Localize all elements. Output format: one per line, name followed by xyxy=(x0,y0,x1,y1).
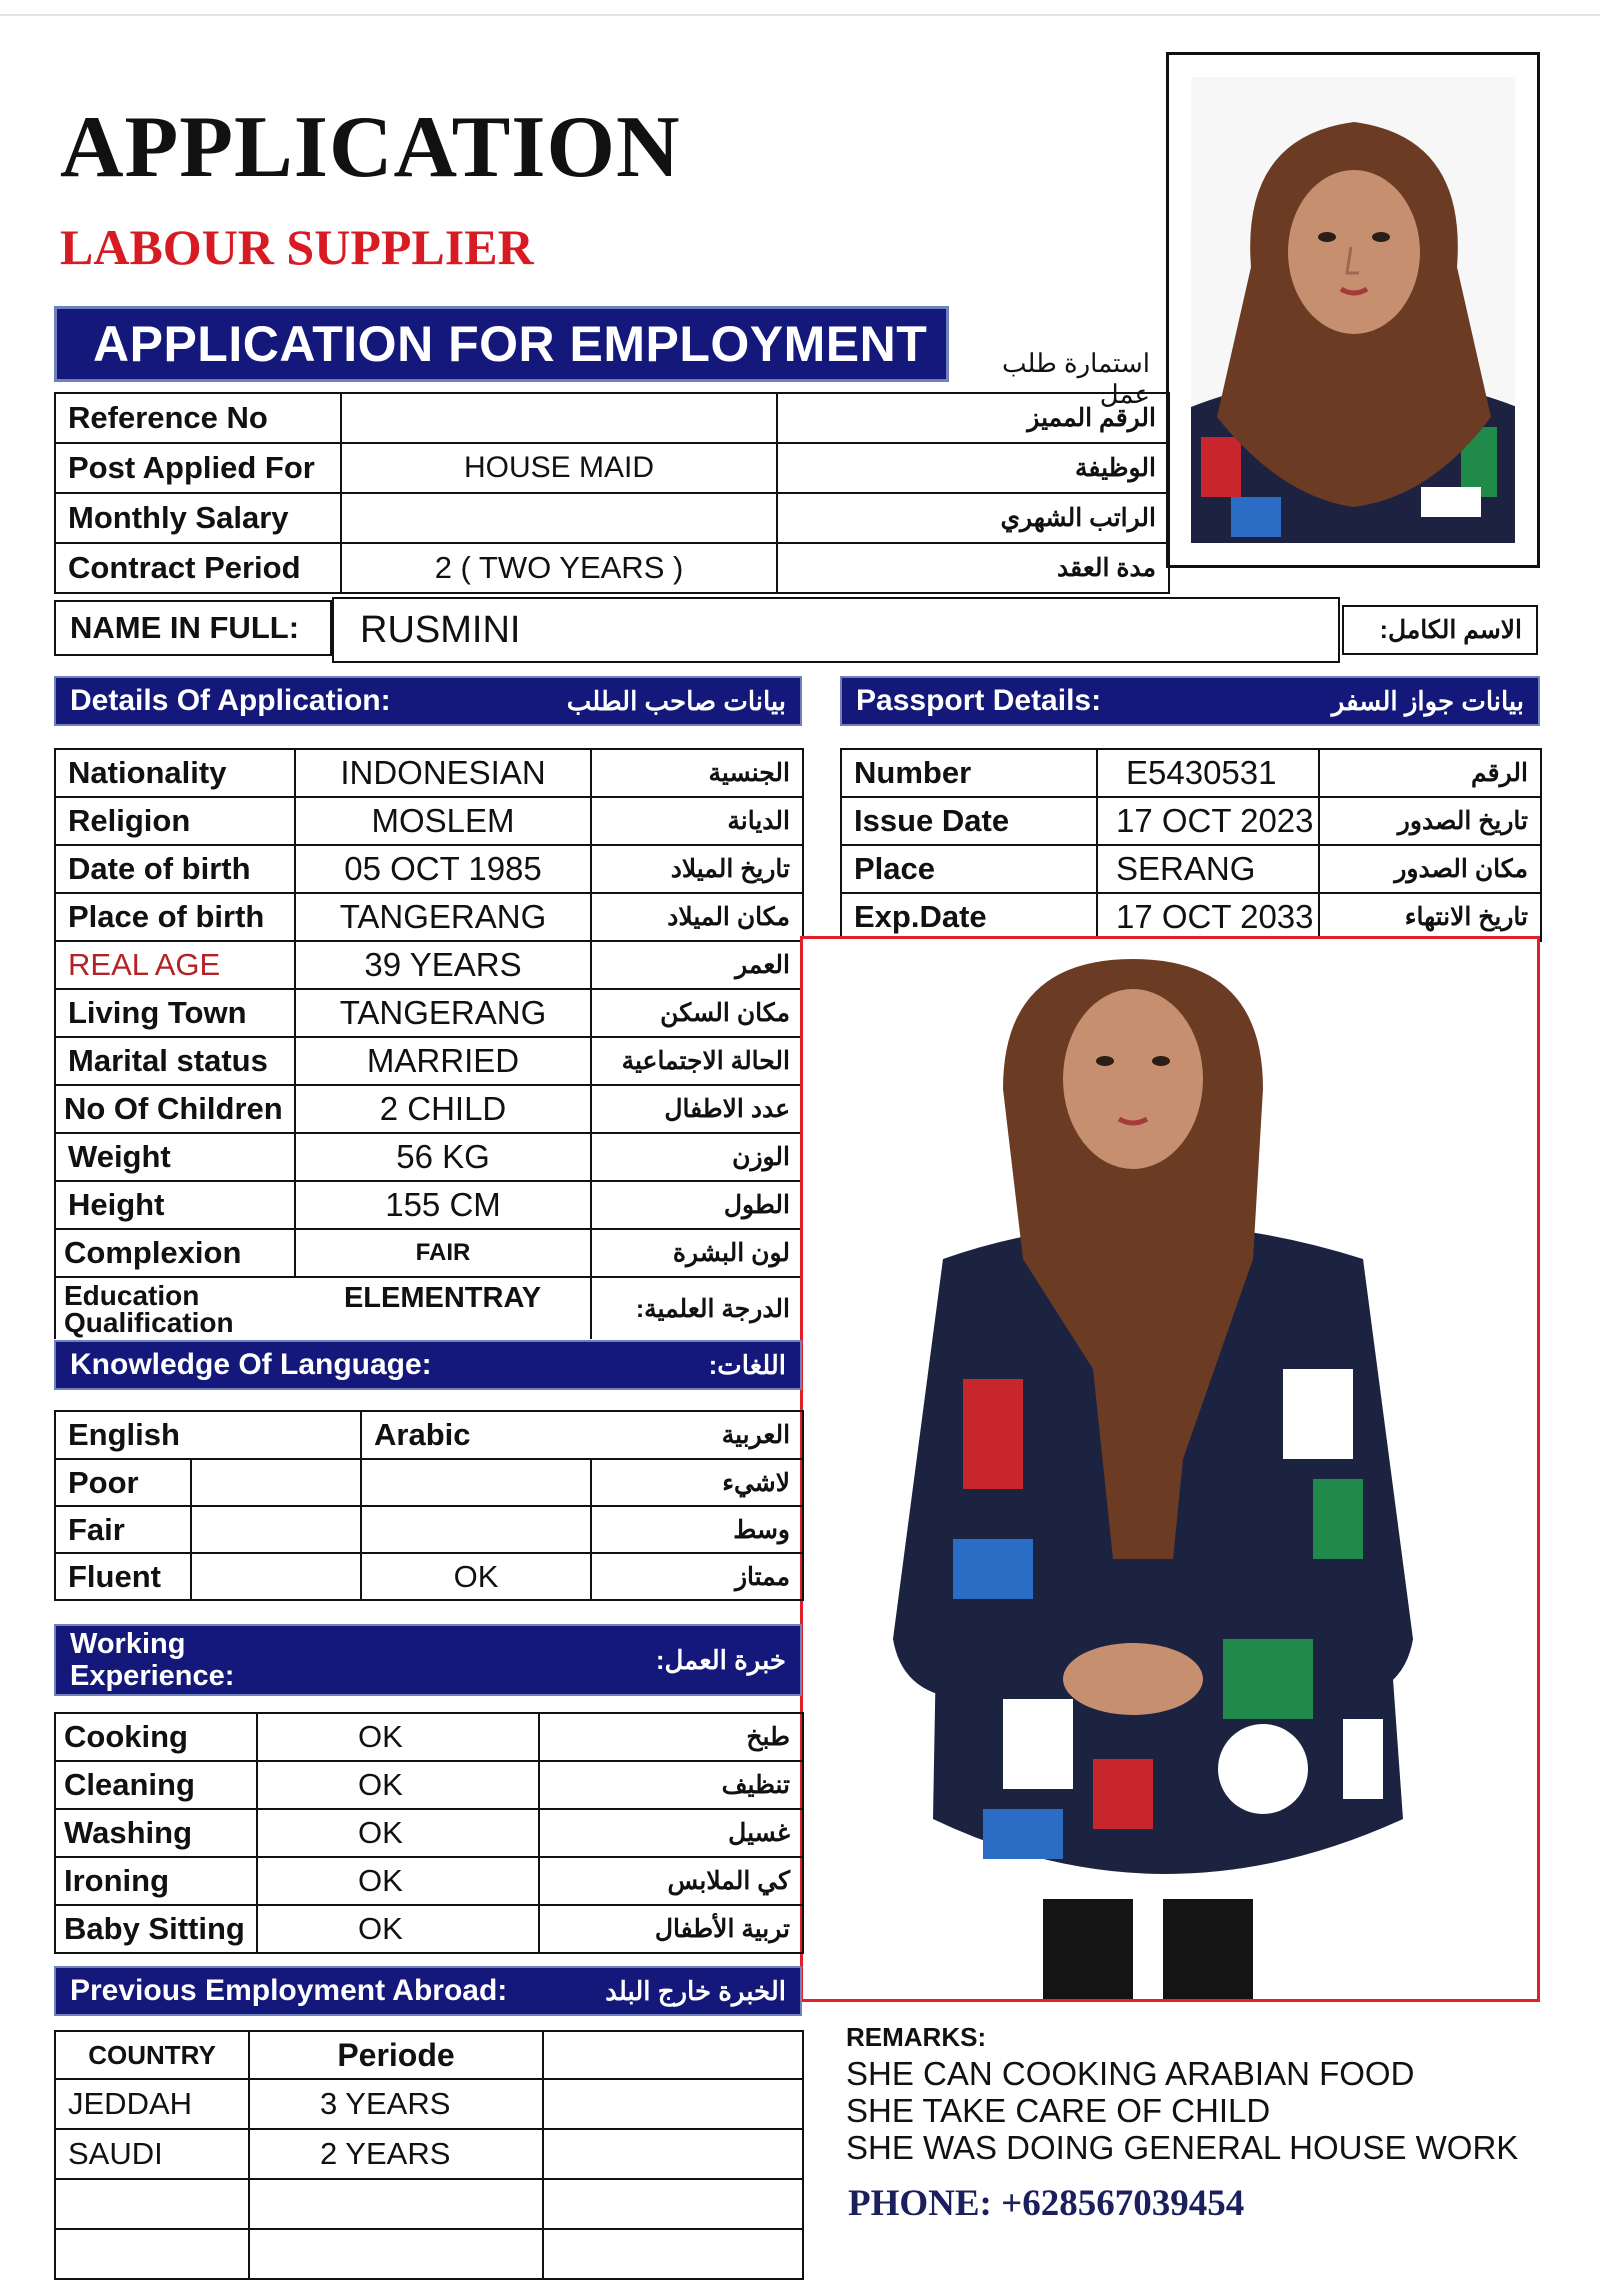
passport-table xyxy=(840,748,1542,942)
weight-value: 56 KG xyxy=(295,1133,591,1181)
monthly-salary-label: Monthly Salary xyxy=(55,493,341,543)
height-label: Height xyxy=(55,1181,295,1229)
phone-number: PHONE: +628567039454 xyxy=(848,2183,1245,2224)
page-subtitle: LABOUR SUPPLIER xyxy=(60,219,534,275)
remarks-title: REMARKS: xyxy=(846,2022,987,2052)
reference-no-value xyxy=(341,393,777,443)
education-label: Education Qualification xyxy=(55,1277,295,1339)
table-row xyxy=(55,1037,803,1085)
language-header xyxy=(54,1340,802,1390)
nationality-label: Nationality xyxy=(55,749,295,797)
contract-period-value: 2 ( TWO YEARS ) xyxy=(341,543,777,593)
exp-date-arabic: تاريخ الانتهاء xyxy=(1319,893,1541,941)
fluent-arabic: ممتاز xyxy=(591,1553,803,1600)
cooking-arabic: طبخ xyxy=(539,1713,803,1761)
full-name-label: NAME IN FULL: xyxy=(54,600,332,656)
place-arabic: مكان الصدور xyxy=(1319,845,1541,893)
country-1: JEDDAH xyxy=(55,2079,249,2129)
passport-number-label: Number xyxy=(841,749,1097,797)
fair-label: Fair xyxy=(55,1506,191,1553)
cooking-value: OK xyxy=(257,1713,539,1761)
table-row xyxy=(841,797,1541,845)
passport-number-arabic: الرقم xyxy=(1319,749,1541,797)
period-3 xyxy=(249,2179,543,2229)
form-banner: APPLICATION FOR EMPLOYMENT xyxy=(54,306,949,382)
period-4 xyxy=(249,2229,543,2279)
table-row xyxy=(55,1761,803,1809)
living-town-arabic: مكان السكن xyxy=(591,989,803,1037)
table-row xyxy=(55,845,803,893)
marital-status-value: MARRIED xyxy=(295,1037,591,1085)
passport-header-arabic: بيانات جواز السفر xyxy=(1331,685,1524,716)
table-row xyxy=(55,1085,803,1133)
empty-cell xyxy=(543,2229,803,2279)
religion-label: Religion xyxy=(55,797,295,845)
washing-arabic: غسيل xyxy=(539,1809,803,1857)
post-applied-value: HOUSE MAID xyxy=(341,443,777,493)
washing-label: Washing xyxy=(55,1809,257,1857)
children-value: 2 CHILD xyxy=(295,1085,591,1133)
children-label: No Of Children xyxy=(55,1085,295,1133)
education-arabic: الدرجة العلمية: xyxy=(591,1277,803,1339)
table-row xyxy=(55,989,803,1037)
table-row xyxy=(55,1713,803,1761)
real-age-value: 39 YEARS xyxy=(295,941,591,989)
passport-header-label: Passport Details: xyxy=(856,684,1102,717)
baby-sitting-arabic: تربية الأطفال xyxy=(539,1905,803,1953)
fair-english-value xyxy=(191,1506,361,1553)
full-body-photo xyxy=(800,936,1540,2002)
empty-cell xyxy=(543,2079,803,2129)
weight-label: Weight xyxy=(55,1133,295,1181)
period-column-label: Periode xyxy=(249,2031,543,2079)
cleaning-label: Cleaning xyxy=(55,1761,257,1809)
nationality-arabic: الجنسية xyxy=(591,749,803,797)
remarks-block xyxy=(846,2022,1536,2166)
previous-employment-table xyxy=(54,2030,804,2280)
remark-line: SHE TAKE CARE OF CHILD xyxy=(846,2092,1271,2129)
complexion-label: Complexion xyxy=(55,1229,295,1277)
marital-status-arabic: الحالة الاجتماعية xyxy=(591,1037,803,1085)
table-row xyxy=(55,1459,803,1506)
living-town-value: TANGERANG xyxy=(295,989,591,1037)
job-info-table xyxy=(54,392,1170,594)
place-of-birth-value: TANGERANG xyxy=(295,893,591,941)
experience-header xyxy=(54,1624,802,1696)
arabic-column-label: Arabic xyxy=(361,1411,591,1459)
table-row xyxy=(55,1506,803,1553)
top-divider xyxy=(0,14,1600,16)
cleaning-arabic: تنظيف xyxy=(539,1761,803,1809)
table-row xyxy=(55,2031,803,2079)
period-1: 3 YEARS xyxy=(249,2079,543,2129)
country-4 xyxy=(55,2229,249,2279)
empty-cell xyxy=(543,2179,803,2229)
table-row xyxy=(55,443,1169,493)
education-value: ELEMENTRAY xyxy=(295,1277,591,1339)
post-applied-label: Post Applied For xyxy=(55,443,341,493)
fluent-arabic-value: OK xyxy=(361,1553,591,1600)
baby-sitting-value: OK xyxy=(257,1905,539,1953)
table-row xyxy=(841,749,1541,797)
details-header-label: Details Of Application: xyxy=(70,684,391,717)
english-column-label: English xyxy=(55,1411,361,1459)
table-row xyxy=(55,393,1169,443)
period-2: 2 YEARS xyxy=(249,2129,543,2179)
country-2: SAUDI xyxy=(55,2129,249,2179)
portrait-image xyxy=(1191,77,1515,543)
fair-arabic-value xyxy=(361,1506,591,1553)
table-row xyxy=(55,1809,803,1857)
reference-no-arabic: الرقم المميز xyxy=(777,393,1169,443)
table-row xyxy=(55,1229,803,1277)
place-of-birth-label: Place of birth xyxy=(55,893,295,941)
exp-date-label: Exp.Date xyxy=(841,893,1097,941)
exp-date-value: 17 OCT 2033 xyxy=(1097,893,1319,941)
place-value: SERANG xyxy=(1097,845,1319,893)
full-body-image xyxy=(803,939,1537,1999)
monthly-salary-value xyxy=(341,493,777,543)
height-value: 155 CM xyxy=(295,1181,591,1229)
nationality-value: INDONESIAN xyxy=(295,749,591,797)
page-title: APPLICATION xyxy=(60,99,681,196)
height-arabic: الطول xyxy=(591,1181,803,1229)
ironing-arabic: كي الملابس xyxy=(539,1857,803,1905)
details-header-arabic: بيانات صاحب الطلب xyxy=(566,685,786,716)
fair-arabic: وسط xyxy=(591,1506,803,1553)
table-row xyxy=(55,2229,803,2279)
passport-header xyxy=(840,676,1540,726)
contract-period-arabic: مدة العقد xyxy=(777,543,1169,593)
previous-employment-header xyxy=(54,1966,802,2016)
contract-period-label: Contract Period xyxy=(55,543,341,593)
place-of-birth-arabic: مكان الميلاد xyxy=(591,893,803,941)
ironing-value: OK xyxy=(257,1857,539,1905)
religion-value: MOSLEM xyxy=(295,797,591,845)
experience-header-arabic: خبرة العمل: xyxy=(655,1644,786,1675)
table-row xyxy=(55,797,803,845)
washing-value: OK xyxy=(257,1809,539,1857)
details-header xyxy=(54,676,802,726)
place-label: Place xyxy=(841,845,1097,893)
complexion-arabic: لون البشرة xyxy=(591,1229,803,1277)
previous-employment-header-arabic: الخبرة خارج البلد xyxy=(605,1975,786,2006)
ironing-label: Ironing xyxy=(55,1857,257,1905)
table-row xyxy=(55,941,803,989)
post-applied-arabic: الوظيفة xyxy=(777,443,1169,493)
experience-header-label: Working Experience: xyxy=(70,1628,235,1692)
language-header-label: Knowledge Of Language: xyxy=(70,1348,432,1381)
poor-arabic-value xyxy=(361,1459,591,1506)
complexion-value: FAIR xyxy=(295,1229,591,1277)
cooking-label: Cooking xyxy=(55,1713,257,1761)
empty-cell xyxy=(543,2129,803,2179)
portrait-photo xyxy=(1166,52,1540,568)
table-row xyxy=(55,1277,803,1339)
table-row xyxy=(55,749,803,797)
date-of-birth-arabic: تاريخ الميلاد xyxy=(591,845,803,893)
table-row xyxy=(55,493,1169,543)
table-row xyxy=(55,1133,803,1181)
table-row xyxy=(841,845,1541,893)
monthly-salary-arabic: الراتب الشهري xyxy=(777,493,1169,543)
poor-english-value xyxy=(191,1459,361,1506)
issue-date-label: Issue Date xyxy=(841,797,1097,845)
table-row xyxy=(55,2179,803,2229)
full-name-arabic: الاسم الكامل: xyxy=(1342,605,1538,655)
issue-date-arabic: تاريخ الصدور xyxy=(1319,797,1541,845)
date-of-birth-value: 05 OCT 1985 xyxy=(295,845,591,893)
reference-no-label: Reference No xyxy=(55,393,341,443)
children-arabic: عدد الاطفال xyxy=(591,1085,803,1133)
language-table xyxy=(54,1410,804,1601)
cleaning-value: OK xyxy=(257,1761,539,1809)
previous-employment-header-label: Previous Employment Abroad: xyxy=(70,1974,508,2007)
table-row xyxy=(55,1553,803,1600)
marital-status-label: Marital status xyxy=(55,1037,295,1085)
table-row xyxy=(841,893,1541,941)
country-3 xyxy=(55,2179,249,2229)
passport-number-value: E5430531 xyxy=(1097,749,1319,797)
religion-arabic: الديانة xyxy=(591,797,803,845)
living-town-label: Living Town xyxy=(55,989,295,1037)
fluent-english-value xyxy=(191,1553,361,1600)
table-row xyxy=(55,1411,803,1459)
real-age-arabic: العمر xyxy=(591,941,803,989)
remark-line: SHE WAS DOING GENERAL HOUSE WORK xyxy=(846,2129,1519,2166)
table-row xyxy=(55,1857,803,1905)
table-row xyxy=(55,1905,803,1953)
real-age-label: REAL AGE xyxy=(55,941,295,989)
date-of-birth-label: Date of birth xyxy=(55,845,295,893)
full-name-value: RUSMINI xyxy=(332,597,1340,663)
issue-date-value: 17 OCT 2023 xyxy=(1097,797,1319,845)
experience-table xyxy=(54,1712,804,1954)
table-row xyxy=(55,2079,803,2129)
fluent-label: Fluent xyxy=(55,1553,191,1600)
empty-cell xyxy=(543,2031,803,2079)
table-row xyxy=(55,893,803,941)
table-row xyxy=(55,543,1169,593)
table-row xyxy=(55,2129,803,2179)
details-table xyxy=(54,748,804,1339)
arabic-column-arabic: العربية xyxy=(591,1411,803,1459)
remark-line: SHE CAN COOKING ARABIAN FOOD xyxy=(846,2055,1415,2092)
poor-label: Poor xyxy=(55,1459,191,1506)
baby-sitting-label: Baby Sitting xyxy=(55,1905,257,1953)
weight-arabic: الوزن xyxy=(591,1133,803,1181)
poor-arabic: لاشيء xyxy=(591,1459,803,1506)
form-banner-arabic: استمارة طلب عمل xyxy=(1001,348,1150,409)
table-row xyxy=(55,1181,803,1229)
language-header-arabic: اللغات: xyxy=(708,1349,786,1380)
country-column-label: COUNTRY xyxy=(55,2031,249,2079)
